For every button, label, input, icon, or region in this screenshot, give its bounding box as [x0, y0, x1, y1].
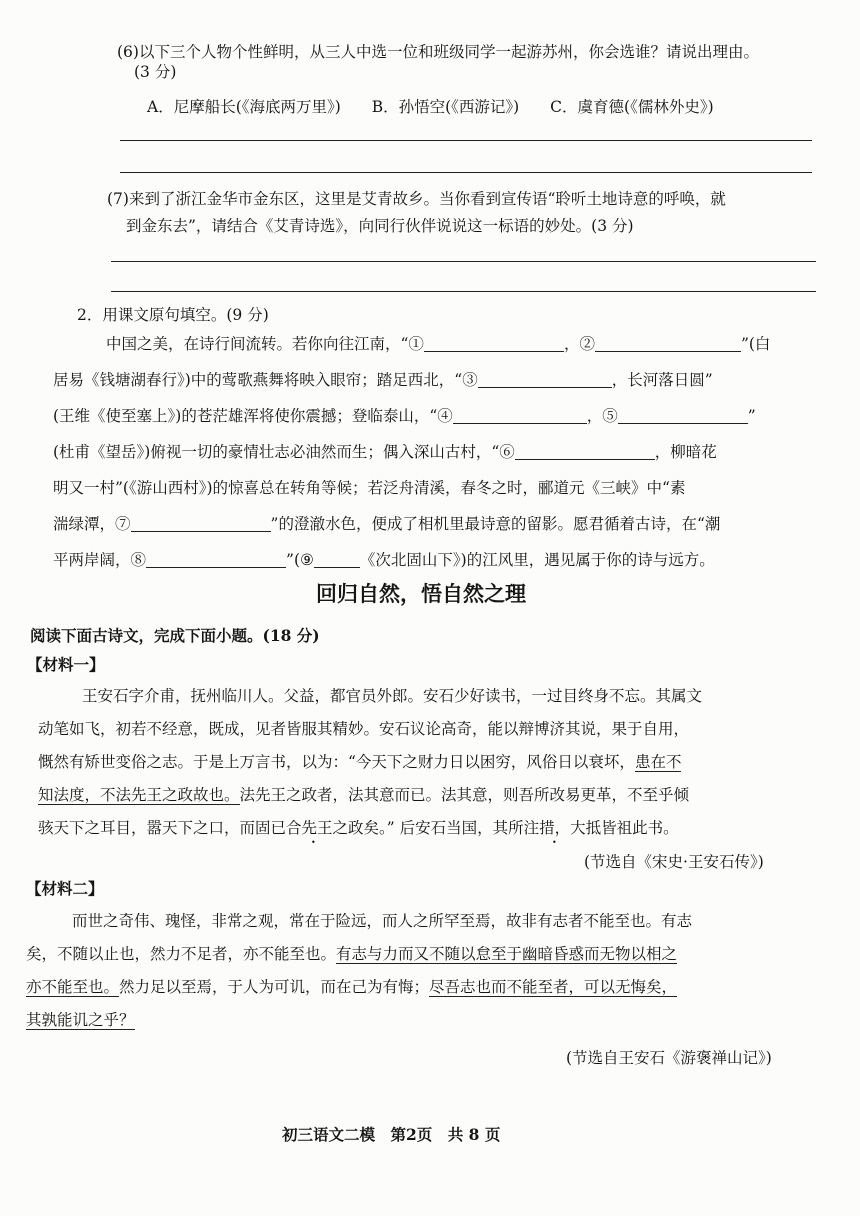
blank-5[interactable]: [618, 405, 748, 424]
material-1-line: 骇天下之耳目，嚣天下之口，而固已合先王之政矣。” 后安石当国，其所注措，大抵皆祖此书。: [38, 819, 679, 837]
blank-3[interactable]: [478, 369, 612, 388]
q2-text: ，⑤: [586, 407, 618, 425]
blank-9[interactable]: [314, 549, 360, 568]
q2-text: ”(白: [740, 335, 771, 353]
q6-line1: (6)以下三个人物个性鲜明，从三人中选一位和班级同学一起游苏州，你会选谁？请说出理由。: [117, 43, 759, 61]
underlined-sentence: 知法度，不法先王之政故也。: [38, 786, 240, 804]
q6-line2: (3 分): [134, 63, 177, 81]
material-1-line: 动笔如飞，初若不经意，既成，见者皆服其精妙。安石议论高奇，能以辩博济其说，果于自用，: [38, 720, 690, 738]
q7-line1: (7)来到了浙江金华市金东区，这里是艾青故乡。当你看到宣传语“聆听土地诗意的呼唤，就: [107, 190, 726, 208]
material-2-text: [26, 905, 692, 1037]
q2-text: (杜甫《望岳》)俯视一切的豪情壮志必油然而生；偶入深山古村，“⑥: [53, 443, 515, 461]
q2-text: 明又一村”(《游山西村》)的惊喜总在转角等候；若泛舟清溪，春冬之时，郦道元《三峡》中“素: [53, 479, 686, 497]
material-2-label: 【材料二】: [26, 879, 104, 898]
material-2-line: 然力足以至焉，于人为可讥，而在己为有悔；: [119, 978, 430, 996]
q2-text: ”: [747, 407, 756, 425]
q2-text: ”(⑨: [286, 551, 314, 569]
blank-7[interactable]: [131, 513, 271, 532]
blank-4[interactable]: [453, 405, 587, 424]
blank-1[interactable]: [424, 333, 564, 352]
underlined-sentence: 其孰能讥之乎？: [26, 1011, 135, 1029]
reading-intro: 阅读下面古诗文，完成下面小题。(18 分): [30, 626, 320, 645]
q2-paragraph: [53, 326, 770, 578]
material-1-line: 慨然有矫世变俗之志。于是上万言书，以为：“今天下之财力日以困穷，风俗日以衰坏，: [38, 753, 635, 771]
answer-line[interactable]: [120, 172, 812, 173]
answer-line[interactable]: [120, 140, 812, 141]
q2-text: ，②: [563, 335, 595, 353]
blank-8[interactable]: [146, 549, 286, 568]
material-2-line: 矣，不随以止也，然力不足者，亦不能至也。: [26, 945, 337, 963]
q6-option-c: C．虞育德(《儒林外史》): [550, 98, 714, 116]
underlined-sentence: 患在不: [634, 753, 682, 771]
material-1-line: 王安石字介甫，抚州临川人。父益，都官员外郎。安石少好读书，一过目终身不忘。其属文: [82, 687, 703, 705]
answer-line[interactable]: [111, 261, 816, 262]
q6-option-a: A．尼摩船长(《海底两万里》): [147, 98, 341, 116]
q2-text: ，长河落日圆”: [611, 371, 713, 389]
q2-text: (王维《使至塞上》)的苍茫雄浑将使你震撼；登临泰山，“④: [53, 407, 453, 425]
q2-heading: 2．用课文原句填空。(9 分): [77, 306, 269, 324]
underlined-sentence: 有志与力而又不随以怠至于幽暗昏惑而无物以相之: [336, 945, 678, 963]
blank-2[interactable]: [595, 333, 741, 352]
material-1-label: 【材料一】: [27, 655, 105, 674]
q2-text: 湍绿潭，⑦: [53, 515, 131, 533]
q7-text: [107, 186, 726, 240]
material-1-line: 法先王之政者，法其意而已。法其意，则吾所改易更革，不至乎倾: [239, 786, 690, 804]
q2-text: ”的澄澈水色，便成了相机里最诗意的留影。愿君循着古诗，在“潮: [270, 515, 721, 533]
material-1-source: (节选自《宋史·王安石传》): [584, 853, 764, 871]
q6-option-b: B．孙悟空(《西游记》): [371, 98, 520, 116]
q7-line2: 到金东去”，请结合《艾青诗选》，向同行伙伴说说这一标语的妙处。(3 分): [126, 217, 634, 235]
q6-options: [147, 97, 714, 117]
section-title: 回归自然，悟自然之理: [316, 582, 526, 606]
emphasis-dot: •: [552, 838, 557, 847]
blank-6[interactable]: [515, 441, 655, 460]
q2-text: 《次北固山下》)的江风里，遇见属于你的诗与远方。: [359, 551, 715, 569]
underlined-sentence: 尽吾志也而不能至者，可以无悔矣，: [429, 978, 678, 996]
emphasis-dot: •: [311, 838, 316, 847]
material-2-source: (节选自王安石《游褒禅山记》): [566, 1049, 772, 1067]
q6-text: [117, 42, 759, 82]
page-footer: 初三语文二模 第2页 共 8 页: [282, 1125, 501, 1144]
material-2-line: 而世之奇伟、瑰怪，非常之观，常在于险远，而人之所罕至焉，故非有志者不能至也。有志: [72, 912, 693, 930]
q2-text: ，柳暗花: [654, 443, 717, 461]
material-1-text: [38, 680, 702, 845]
q2-text: 中国之美，在诗行间流转。若你向往江南，“①: [106, 335, 424, 353]
underlined-sentence: 亦不能至也。: [26, 978, 120, 996]
answer-line[interactable]: [111, 291, 816, 292]
q2-text: 居易《钱塘湖春行》)中的莺歌燕舞将映入眼帘；踏足西北，“③: [53, 371, 478, 389]
q2-text: 平两岸阔，⑧: [53, 551, 147, 569]
